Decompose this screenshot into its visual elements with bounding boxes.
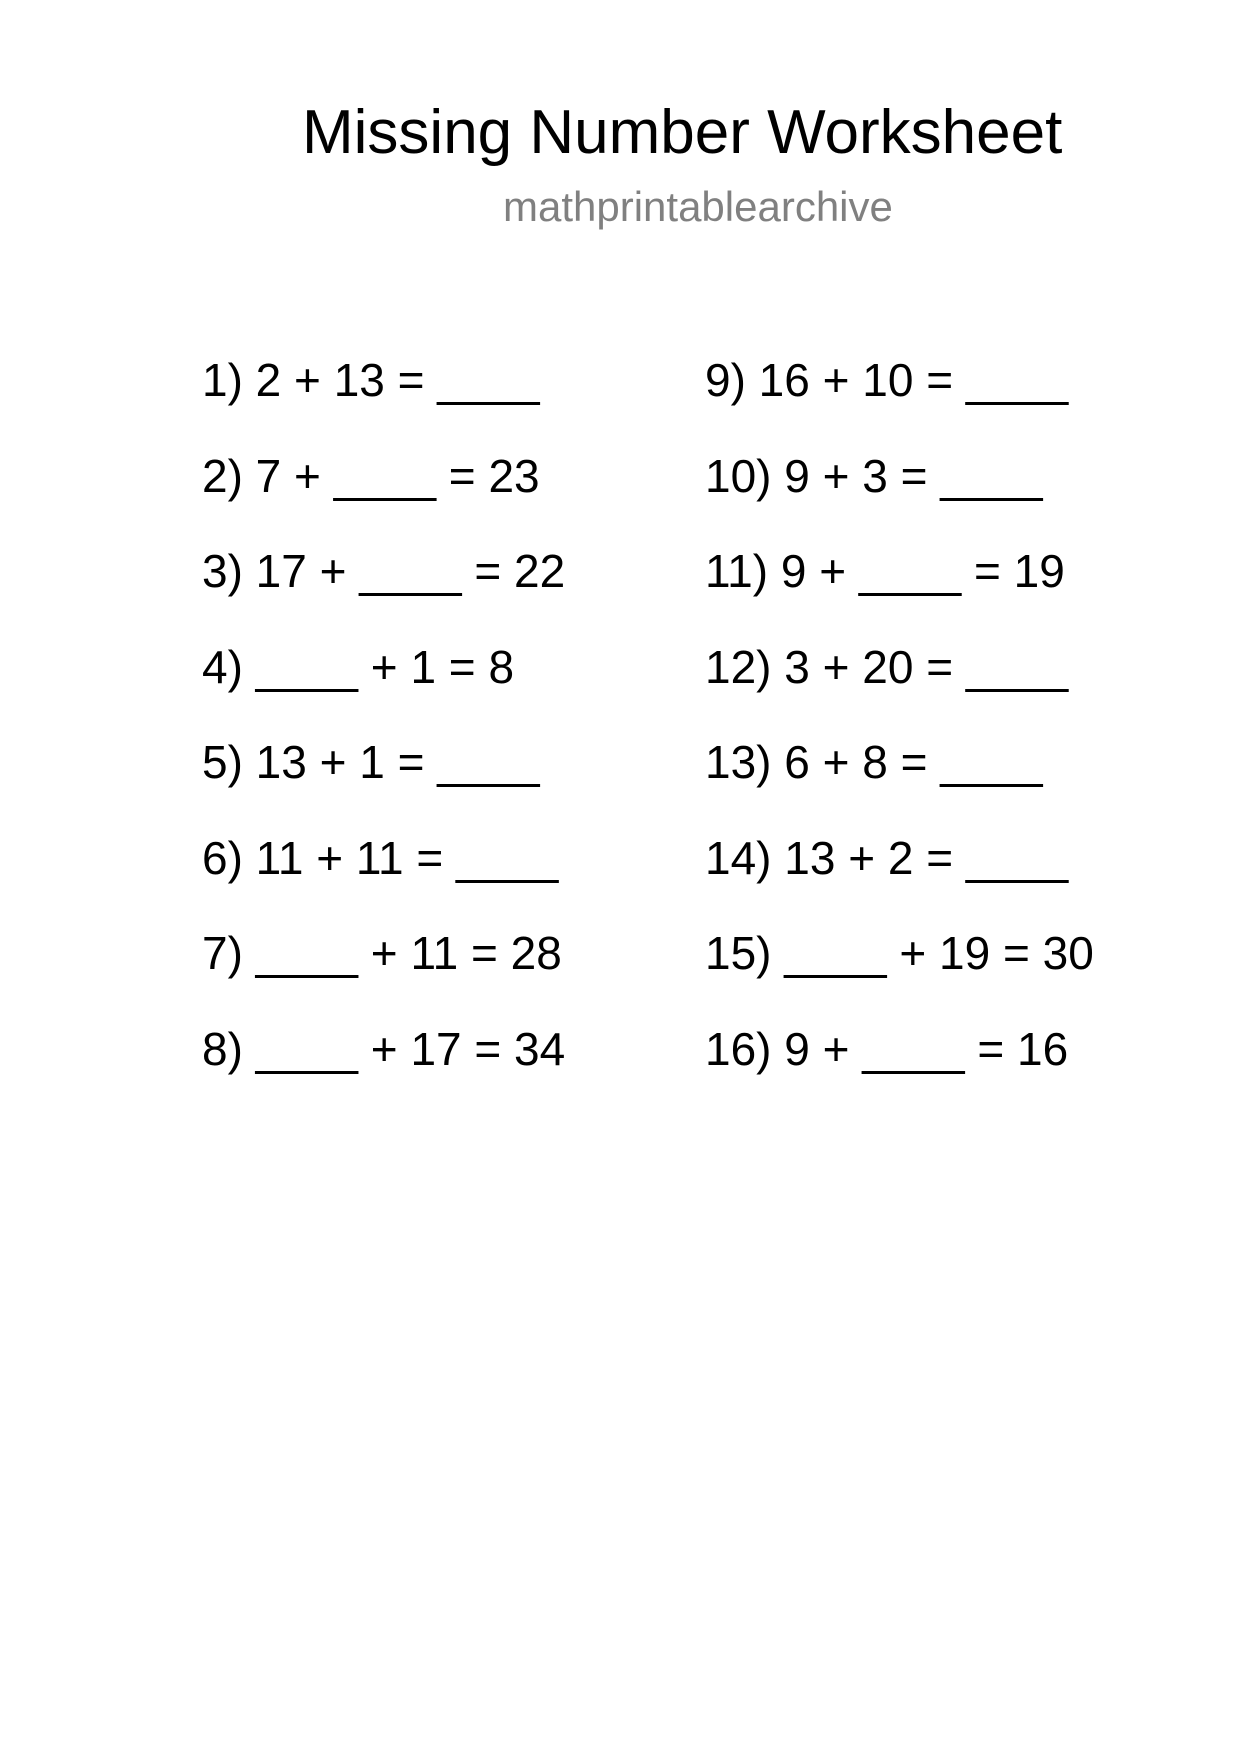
problem: 4) ____ + 1 = 8 xyxy=(202,640,515,693)
problem: 16) 9 + ____ = 16 xyxy=(705,1022,1069,1075)
worksheet-title: Missing Number Worksheet xyxy=(302,98,1063,167)
problem: 8) ____ + 17 = 34 xyxy=(202,1022,566,1075)
problem: 7) ____ + 11 = 28 xyxy=(202,927,562,979)
problem: 9) 16 + 10 = ____ xyxy=(705,354,1069,406)
problem: 12) 3 + 20 = ____ xyxy=(705,640,1069,693)
problem: 3) 17 + ____ = 22 xyxy=(202,545,566,597)
problem: 13) 6 + 8 = ____ xyxy=(705,736,1043,788)
problems-right-column xyxy=(705,352,1094,1116)
problem: 10) 9 + 3 = ____ xyxy=(705,449,1043,502)
problem: 5) 13 + 1 = ____ xyxy=(202,736,540,788)
worksheet-subtitle: mathprintablearchive xyxy=(503,183,893,230)
problem: 2) 7 + ____ = 23 xyxy=(202,449,540,502)
problem: 14) 13 + 2 = ____ xyxy=(705,831,1069,884)
problem: 1) 2 + 13 = ____ xyxy=(202,354,540,406)
problems-left-column xyxy=(202,352,565,1116)
problem: 6) 11 + 11 = ____ xyxy=(202,831,559,884)
problem: 11) 9 + ____ = 19 xyxy=(705,545,1065,597)
problem: 15) ____ + 19 = 30 xyxy=(705,927,1094,979)
